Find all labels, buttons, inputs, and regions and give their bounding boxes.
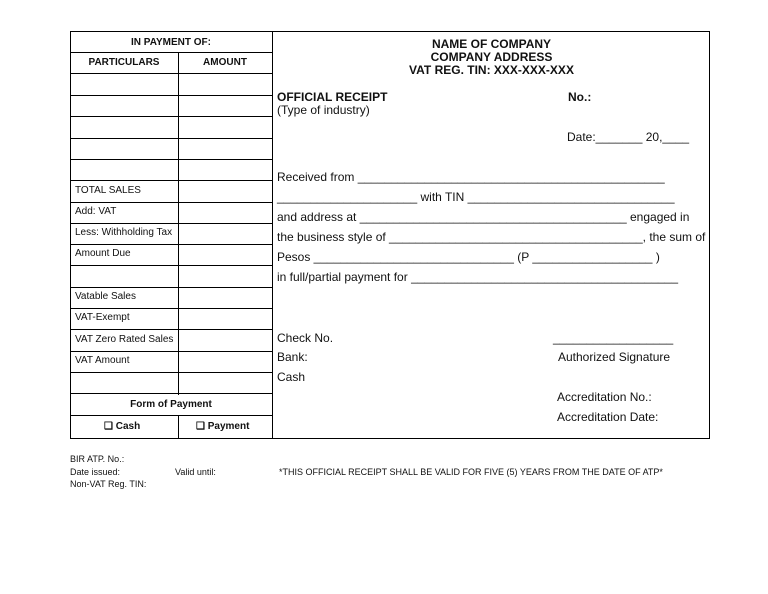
check-no-label: Check No. [277, 331, 334, 345]
amount-cell[interactable] [180, 223, 270, 242]
amount-header: AMOUNT [203, 57, 247, 68]
signature-line: __________________ [553, 331, 674, 345]
left-panel-divider [272, 31, 273, 439]
particulars-cell: Less: Withholding Tax [75, 227, 173, 238]
payment-option-label: Payment [207, 421, 250, 432]
business-style-line: the business style of ______________________________________, the sum of [277, 230, 706, 244]
amount-cell[interactable] [180, 287, 270, 306]
cash-checkbox-icon[interactable]: ❑ [104, 421, 113, 432]
accreditation-no-label: Accreditation No.: [557, 390, 652, 404]
particulars-header: PARTICULARS [88, 57, 160, 68]
non-vat-tin-label: Non-VAT Reg. TIN: [70, 479, 147, 489]
date-line: Date:_______ 20,____ [567, 130, 690, 144]
with-tin-line: _____________________ with TIN _______________________________ [277, 190, 675, 204]
payment-column-divider [178, 416, 179, 439]
amount-cell[interactable] [180, 372, 270, 391]
company-name: NAME OF COMPANY [431, 37, 552, 51]
amount-cell[interactable] [180, 138, 270, 157]
industry-type: (Type of industry) [277, 103, 370, 117]
accreditation-date-label: Accreditation Date: [557, 410, 659, 424]
address-line: and address at ________________________________________ engaged in [277, 210, 690, 224]
particulars-cell: VAT Amount [75, 355, 130, 366]
bir-atp-label: BIR ATP. No.: [70, 454, 125, 464]
particulars-cell: TOTAL SALES [75, 185, 141, 196]
particulars-cell: Amount Due [75, 248, 131, 259]
cash-option[interactable] [104, 421, 140, 432]
particulars-cell: VAT Zero Rated Sales [75, 334, 174, 345]
table-rule [70, 52, 272, 53]
amount-cell[interactable] [180, 266, 270, 285]
amount-cell[interactable] [180, 308, 270, 327]
authorized-signature-label: Authorized Signature [558, 350, 671, 364]
cash-label: Cash [277, 370, 306, 384]
amount-cell[interactable] [180, 95, 270, 114]
amount-cell[interactable] [180, 351, 270, 370]
in-payment-of-header: IN PAYMENT OF: [130, 37, 211, 48]
amount-cell[interactable] [180, 330, 270, 349]
received-from-line: Received from ______________________________________________ [277, 170, 665, 184]
cash-option-label: Cash [115, 421, 141, 432]
amount-cell[interactable] [180, 74, 270, 93]
bank-label: Bank: [277, 350, 308, 364]
form-of-payment-label: Form of Payment [130, 399, 212, 410]
company-address: COMPANY ADDRESS [430, 50, 553, 64]
particulars-cell: VAT-Exempt [75, 312, 130, 323]
amount-cell[interactable] [180, 181, 270, 200]
valid-until-label: Valid until: [175, 467, 216, 477]
validity-note: *THIS OFFICIAL RECEIPT SHALL BE VALID FOR FIVE (5) YEARS FROM THE DATE OF ATP* [279, 467, 663, 477]
payment-for-line: in full/partial payment for ________________________________________ [277, 270, 679, 284]
pesos-line: Pesos ______________________________ (P __________________ ) [277, 250, 660, 264]
table-rule [70, 393, 272, 394]
receipt-number-label: No.: [568, 90, 592, 104]
company-vat-tin: VAT REG. TIN: XXX-XXX-XXX [409, 63, 574, 77]
amount-cell[interactable] [180, 202, 270, 221]
amount-cell[interactable] [180, 117, 270, 136]
payment-checkbox-icon[interactable]: ❑ [196, 421, 205, 432]
amount-cell[interactable] [180, 244, 270, 263]
receipt-title: OFFICIAL RECEIPT [277, 90, 388, 104]
payment-option[interactable] [196, 421, 249, 432]
amount-cell[interactable] [180, 159, 270, 178]
particulars-cell: Add: VAT [75, 206, 117, 217]
table-rule [70, 415, 272, 416]
particulars-cell: Vatable Sales [75, 291, 136, 302]
date-issued-label: Date issued: [70, 467, 121, 477]
